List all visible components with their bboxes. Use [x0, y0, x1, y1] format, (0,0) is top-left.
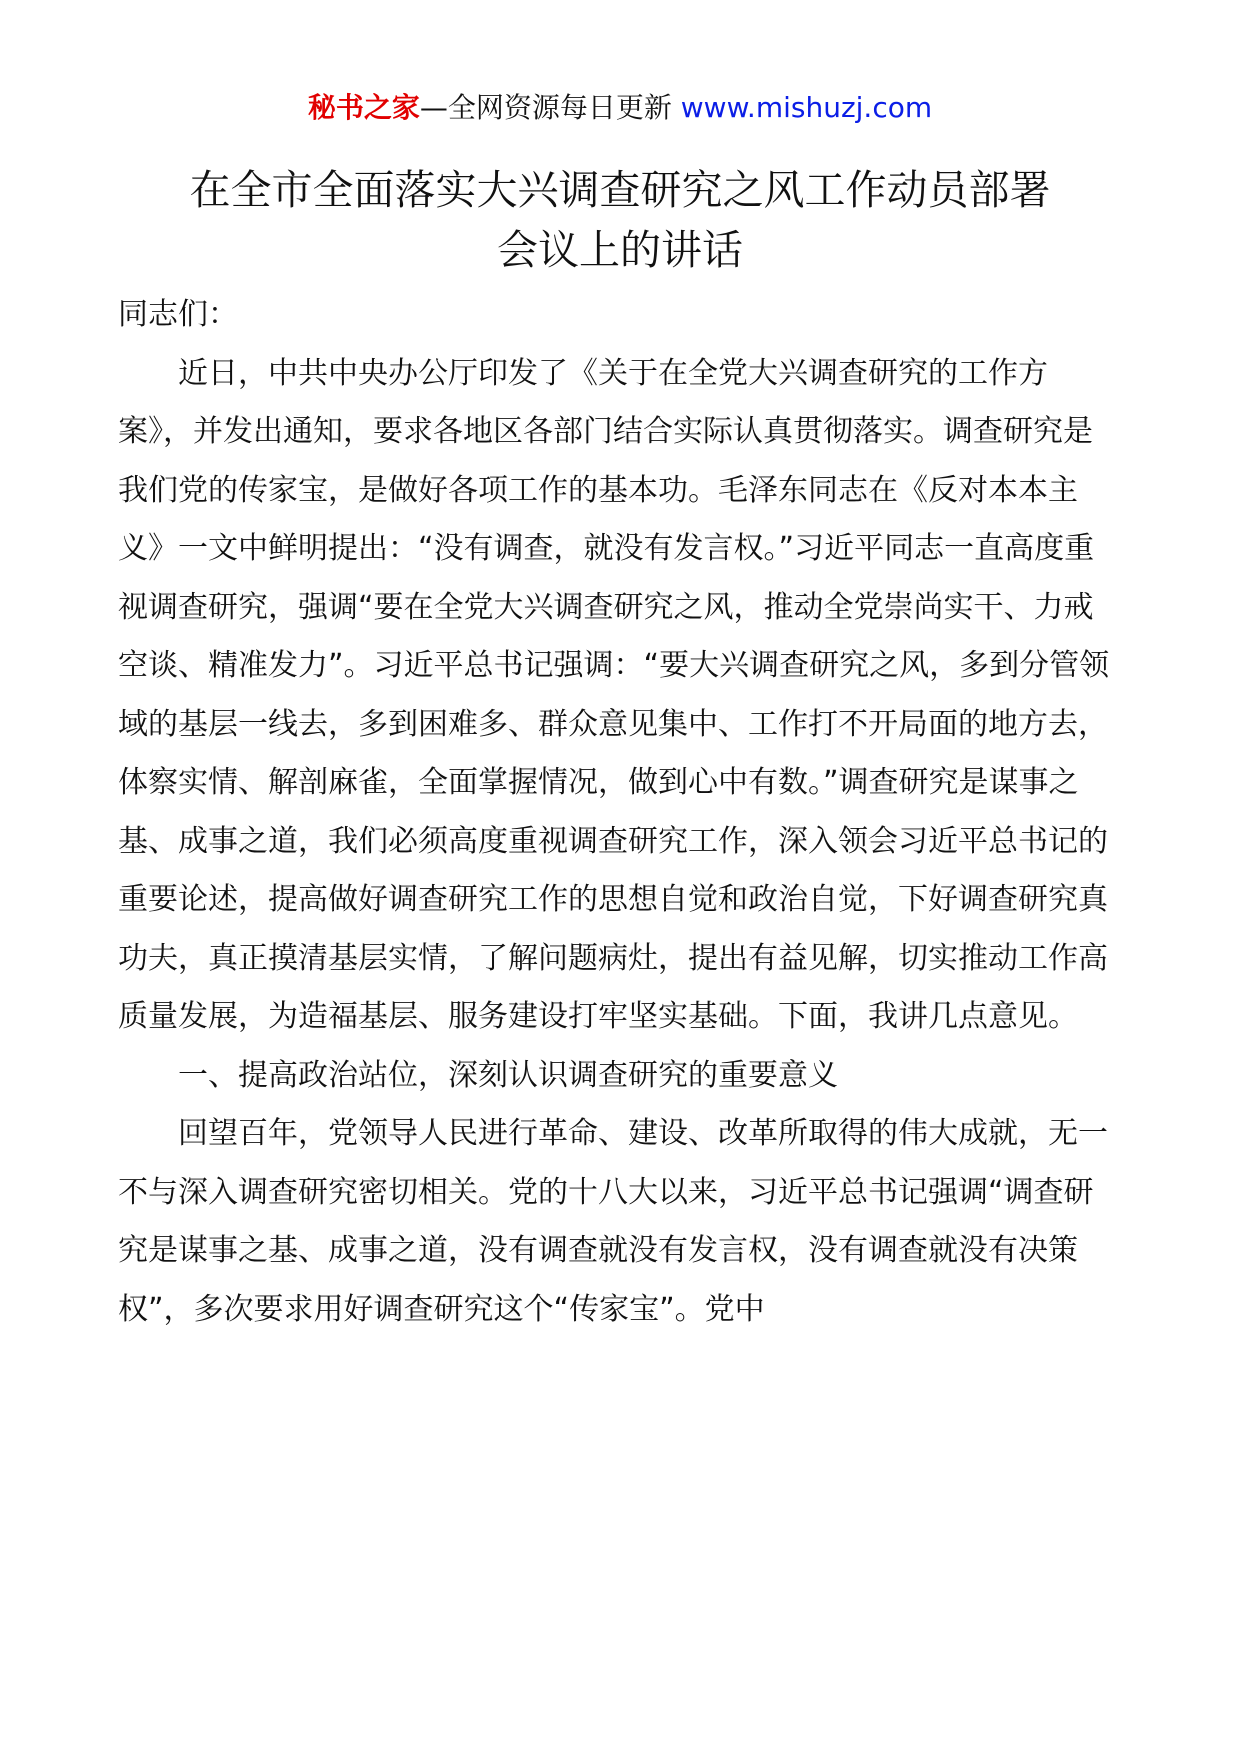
paragraph-intro: 近日，中共中央办公厅印发了《关于在全党大兴调查研究的工作方案》，并发出通知，要求各地区各部门结合实际认真贯彻落实。调查研究是我们党的传家宝，是做好各项工作的基本功。毛泽东同志在《反对本本主义》一文中鲜明提出：“没有调查，就没有发言权。”习近平同志一直高度重视调查研究，强调“要在全党大兴调查研究之风，推动全党崇尚实干、力戒空谈、精准发力”。习近平总书记强调：“要大兴调查研究之风，多到分管领域的基层一线去，多到困难多、群众意见集中、工作打不开局面的地方去，体察实情、解剖麻雀，全面掌握情况，做到心中有数。”调查研究是谋事之基、成事之道，我们必须高度重视调查研究工作，深入领会习近平总书记的重要论述，提高做好调查研究工作的思想自觉和政治自觉，下好调查研究真功夫，真正摸清基层实情，了解问题病灶，提出有益见解，切实推动工作高质量发展，为造福基层、服务建设打牢坚实基础。下面，我讲几点意见。	[118, 355, 1110, 1034]
site-header	[0, 88, 1240, 128]
site-url[interactable]: www.mishuzj.com	[680, 91, 933, 124]
brand-name: 秘书之家	[307, 91, 420, 124]
document-title	[110, 160, 1130, 280]
header-tagline: —全网资源每日更新	[419, 91, 681, 124]
paragraph-section-1: 回望百年，党领导人民进行革命、建设、改革所取得的伟大成就，无一不与深入调查研究密切相关。党的十八大以来，习近平总书记强调“调查研究是谋事之基、成事之道，没有调查就没有发言权，没有调查就没有决策权”，多次要求用好调查研究这个“传家宝”。党中	[118, 1116, 1108, 1327]
title-line-2: 会议上的讲话	[497, 226, 743, 274]
greeting: 同志们：	[118, 297, 238, 332]
document-body	[118, 286, 1122, 1339]
section-heading-1: 一、提高政治站位，深刻认识调查研究的重要意义	[178, 1057, 838, 1093]
title-line-1: 在全市全面落实大兴调查研究之风工作动员部署	[189, 166, 1051, 214]
